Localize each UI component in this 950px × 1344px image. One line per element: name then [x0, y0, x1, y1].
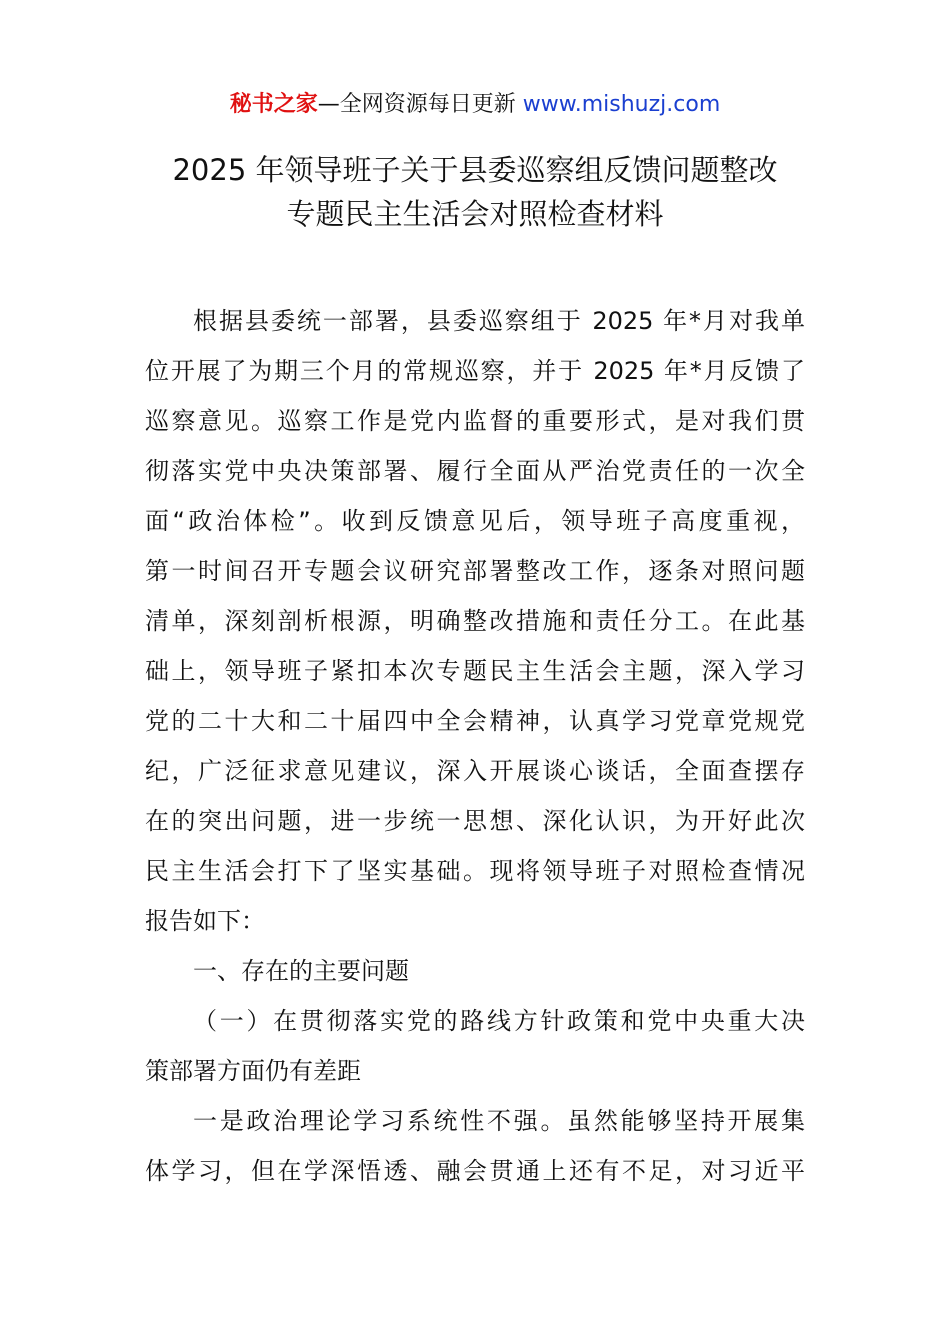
document-title-line-2: 专题民主生活会对照检查材料	[286, 197, 664, 231]
body-line: 彻落实党中央决策部署、履行全面从严治党责任的一次全	[145, 457, 805, 485]
document-body	[145, 296, 805, 1196]
site-url-link[interactable]: www.mishuzj.com	[522, 92, 721, 117]
body-line: 党的二十大和二十届四中全会精神，认真学习党章党规党	[145, 707, 805, 735]
body-line: 面“政治体检”。收到反馈意见后，领导班子高度重视，	[145, 507, 805, 535]
site-tagline: —全网资源每日更新	[317, 92, 523, 117]
body-line: 报告如下：	[145, 907, 265, 935]
body-line: 清单，深刻剖析根源，明确整改措施和责任分工。在此基	[145, 607, 805, 635]
subsection-heading-cont: 策部署方面仍有差距	[145, 1057, 361, 1085]
body-line: 纪，广泛征求意见建议，深入开展谈心谈话，全面查摆存	[145, 757, 805, 785]
body-line: 第一时间召开专题会议研究部署整改工作，逐条对照问题	[145, 557, 805, 585]
document-title	[0, 148, 950, 236]
body-line: 体学习，但在学深悟透、融会贯通上还有不足，对习近平	[145, 1157, 805, 1185]
body-line: 巡察意见。巡察工作是党内监督的重要形式，是对我们贯	[145, 407, 805, 435]
body-line: 础上，领导班子紧扣本次专题民主生活会主题，深入学习	[145, 657, 805, 685]
body-line: 民主生活会打下了坚实基础。现将领导班子对照检查情况	[145, 857, 805, 885]
document-title-line-1: 2025 年领导班子关于县委巡察组反馈问题整改	[172, 153, 778, 187]
subsection-heading: （一）在贯彻落实党的路线方针政策和党中央重大决	[193, 1007, 805, 1035]
body-line: 在的突出问题，进一步统一思想、深化认识，为开好此次	[145, 807, 805, 835]
body-line: 位开展了为期三个月的常规巡察，并于 2025 年*月反馈了	[145, 357, 805, 385]
site-brand: 秘书之家	[229, 92, 318, 117]
body-line: 根据县委统一部署，县委巡察组于 2025 年*月对我单	[193, 307, 805, 335]
body-line: 一是政治理论学习系统性不强。虽然能够坚持开展集	[193, 1107, 805, 1135]
section-heading: 一、存在的主要问题	[193, 957, 409, 985]
site-header	[0, 88, 950, 122]
